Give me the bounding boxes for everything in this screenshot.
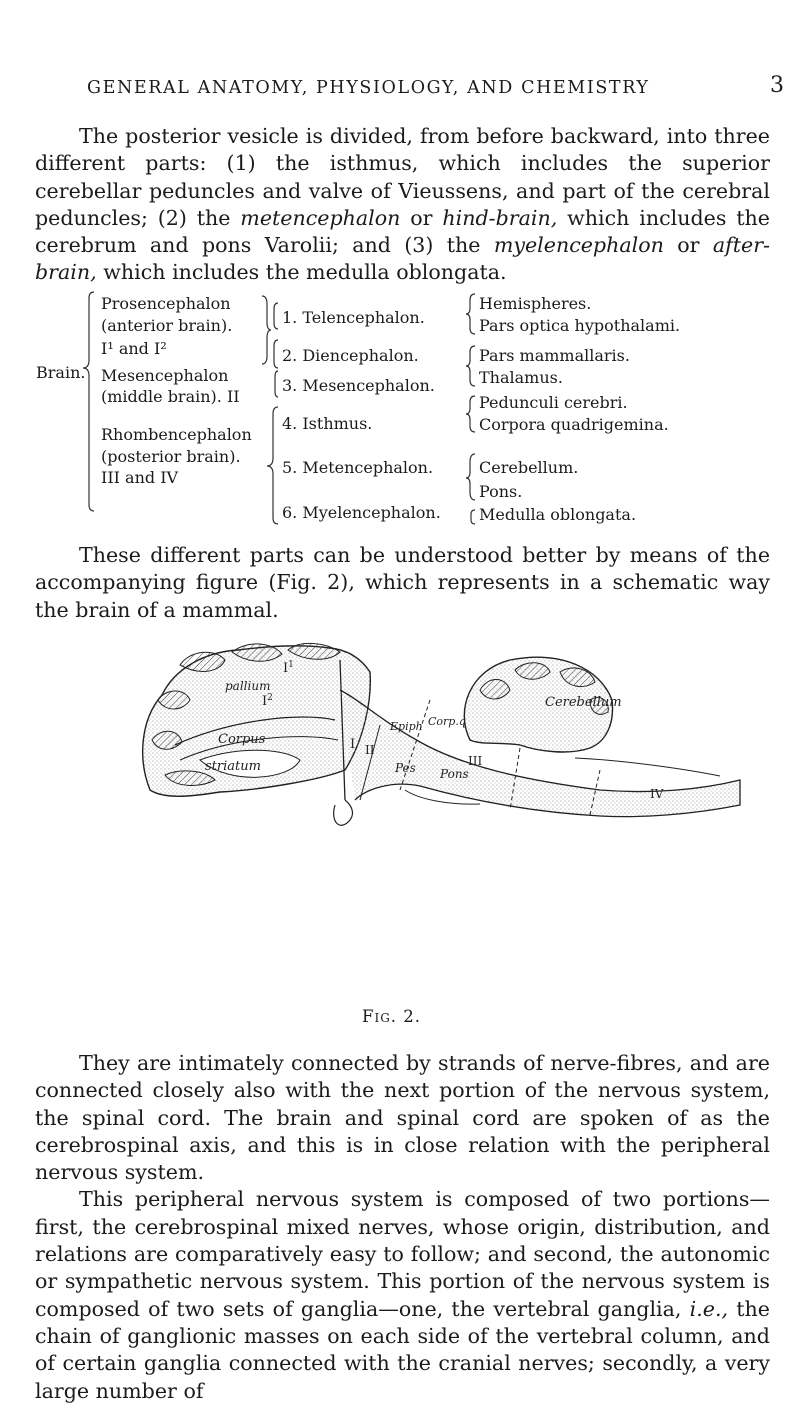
paragraph-text: These different parts can be understood better by means of the accompanying figure (Fig. 2), which represents in a schematic way the brain of a mammal. — [35, 543, 770, 622]
label-iv: IV — [650, 787, 664, 801]
structure-item: Corpora quadrigemina. — [479, 415, 669, 434]
text-run: or — [400, 205, 443, 230]
division-vesicle: III and IV — [101, 468, 179, 487]
paragraph-text: They are intimately connected by strands of nerve-fibres, and are connected closely also with the next portion of the nervous system, the spinal cord. The brain and spinal cord are spoken of as the cerebrospinal axis, and this is in close relation with the peripheral nervous system. — [35, 1051, 770, 1185]
segment-diencephalon: 2. Diencephalon. — [282, 346, 419, 365]
label-pes: Pes — [395, 761, 416, 775]
term-hind-brain: hind-brain, — [442, 205, 558, 230]
division-gloss: (posterior brain). — [101, 447, 241, 466]
text-run: the chain of ganglionic masses on each side of the vertebral column, and of certain ganglia connected with the cranial nerves; secondly, a very large number of — [35, 1296, 770, 1403]
figure-caption-number: 2. — [403, 1007, 422, 1026]
division-prosencephalon: Prosencephalon — [101, 294, 231, 313]
segment-metencephalon: 5. Metencephalon. — [282, 458, 434, 477]
paragraph-peripheral — [35, 1186, 770, 1404]
pituitary — [334, 800, 353, 825]
structure-item: Pedunculi cerebri. — [479, 393, 628, 412]
fourth-ventricle-roof — [575, 758, 720, 776]
label-i1: $I^1$ — [283, 660, 294, 676]
text-run: which includes the cerebrum and pons Varolii; and (3) the — [35, 205, 770, 258]
text-run: The posterior vesicle is divided, from before backward, into three different parts: (1) the isthmus, which includes the superior cerebellar peduncles and valve of Vieussens, and part of the cerebral peduncles; (2) the — [35, 124, 770, 230]
paragraph-nervous-system — [35, 1050, 770, 1405]
division-gloss: (middle brain). II — [101, 387, 240, 406]
division-vesicle: I¹ and I² — [101, 339, 167, 358]
text-run: This peripheral nervous system is composed of two portions—first, the cerebrospinal mixed nerves, whose origin, distribution, and relations are comparatively easy to follow; and second, the autonomic or sympathetic nervous system. This portion of the nervous system is composed of two sets of ganglia—one, the vertebral ganglia, — [35, 1187, 770, 1321]
segment-telencephalon: 1. Telencephalon. — [282, 308, 425, 327]
division-rhombencephalon: Rhombencephalon — [101, 425, 252, 444]
text-run: or — [663, 233, 713, 258]
term-metencephalon: metencephalon — [240, 205, 401, 230]
text-run: which includes the medulla oblongata. — [96, 260, 507, 285]
label-i: I — [350, 737, 356, 752]
label-corpus: Corpus — [218, 732, 266, 747]
structure-item: Hemispheres. — [479, 294, 592, 313]
label-epiphysis: Epiph — [390, 720, 423, 733]
segment-isthmus: 4. Isthmus. — [282, 414, 373, 433]
page-number: 3 — [770, 73, 784, 98]
structure-item: Pars mammallaris. — [479, 346, 630, 365]
label-cerebellum: Cerebellum — [545, 695, 622, 710]
structure-item: Thalamus. — [479, 368, 563, 387]
label-striatum: striatum — [205, 759, 261, 774]
figure-caption-prefix: Fig. — [362, 1007, 398, 1026]
figure-caption — [362, 1007, 421, 1026]
structure-item: Medulla oblongata. — [479, 505, 637, 524]
structure-item: Pons. — [479, 482, 523, 501]
label-corpora-quadrigemina: Corp.q — [428, 715, 466, 728]
abbrev-ie: i.e., — [689, 1296, 729, 1321]
structure-item: Cerebellum. — [479, 458, 579, 477]
segment-mesencephalon: 3. Mesencephalon. — [282, 376, 435, 395]
structure-item: Pars optica hypothalami. — [479, 316, 681, 335]
label-pons: Pons — [440, 767, 469, 781]
table-root-label: Brain. — [36, 363, 86, 382]
label-pallium: pallium — [225, 679, 271, 693]
segment-myelencephalon: 6. Myelencephalon. — [282, 503, 441, 522]
label-iii: III — [468, 754, 483, 768]
division-mesencephalon: Mesencephalon — [101, 366, 229, 385]
term-after-brain: after-brain, — [35, 233, 770, 285]
label-i2: $I^2$ — [262, 693, 273, 709]
division-gloss: (anterior brain). — [101, 316, 233, 335]
label-ii: II — [365, 743, 375, 757]
running-title: GENERAL ANATOMY, PHYSIOLOGY, AND CHEMISTRY — [87, 78, 650, 98]
term-myelencephalon: myelencephalon — [493, 233, 664, 258]
